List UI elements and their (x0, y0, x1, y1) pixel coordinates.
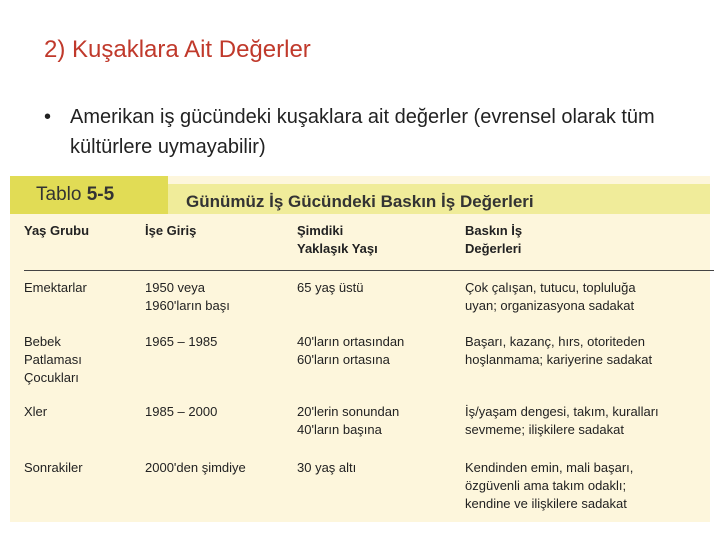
header-entry: İşe Giriş (145, 223, 197, 238)
slide-title: 2) Kuşaklara Ait Değerler (44, 36, 311, 63)
table-label-number: 5-5 (86, 184, 115, 205)
bullet-item (44, 102, 684, 162)
cell-age: 30 yaş altı (297, 460, 357, 475)
cell-group: Bebek Patlaması Çocukları (24, 334, 82, 385)
table-header-row (24, 222, 694, 270)
table-label (36, 184, 114, 206)
cell-group: Emektarlar (24, 280, 87, 295)
cell-values: Çok çalışan, tutucu, topluluğa uyan; organizasyona sadakat (465, 280, 636, 313)
table-row (24, 403, 694, 459)
cell-age: 40'ların ortasından 60'ların ortasına (297, 334, 405, 367)
cell-entry: 1965 – 1985 (145, 334, 218, 349)
cell-values: Kendinden emin, mali başarı, özgüvenli ama takım odaklı; kendine ve ilişkilere sadakat (465, 460, 634, 511)
cell-age: 20'lerin sonundan 40'ların başına (297, 404, 400, 437)
header-age-group: Yaş Grubu (24, 223, 90, 238)
header-values: Baskın İş Değerleri (465, 223, 523, 256)
values-table (10, 176, 710, 522)
cell-entry: 1950 veya 1960'ların başı (145, 280, 230, 313)
cell-entry: 1985 – 2000 (145, 404, 218, 419)
cell-values: Başarı, kazanç, hırs, otoriteden hoşlanmama; kariyerine sadakat (465, 334, 653, 367)
header-divider (24, 270, 714, 271)
table-row (24, 333, 694, 403)
bullet-dot-icon: • (44, 106, 52, 128)
cell-group: Xler (24, 404, 48, 419)
table-grid (24, 222, 694, 519)
cell-entry: 2000'den şimdiye (145, 460, 246, 475)
bullet-text: Amerikan iş gücündeki kuşaklara ait değerler (evrensel olarak tüm kültürlere uymayabilir) (70, 106, 655, 158)
table-title: Günümüz İş Gücündeki Baskın İş Değerleri (186, 192, 534, 211)
cell-values: İş/yaşam dengesi, takım, kuralları sevmeme; ilişkilere sadakat (465, 404, 659, 437)
table-label-prefix: Tablo (36, 184, 82, 205)
cell-age: 65 yaş üstü (297, 280, 364, 295)
cell-group: Sonrakiler (24, 460, 83, 475)
header-current-age: Şimdiki Yaklaşık Yaşı (297, 223, 378, 256)
table-row (24, 275, 694, 333)
table-row (24, 459, 694, 519)
